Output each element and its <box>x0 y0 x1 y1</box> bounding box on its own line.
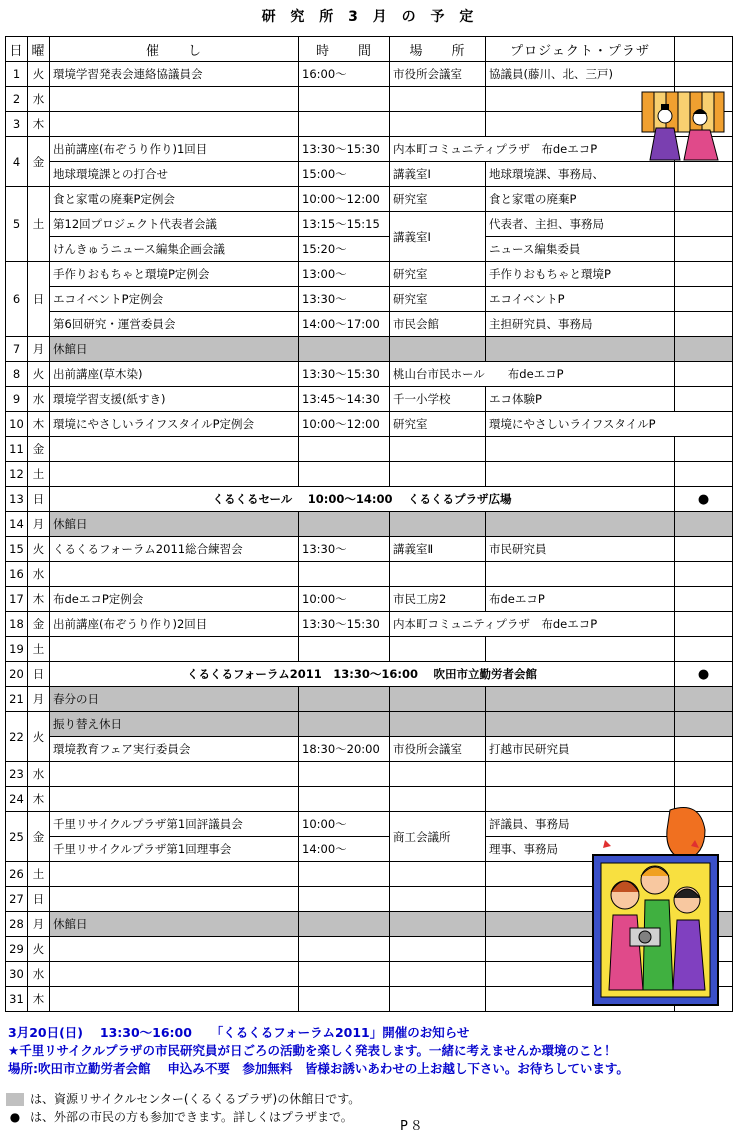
day-cell: 18 <box>6 612 28 637</box>
day-cell: 30 <box>6 962 28 987</box>
place-cell: 商工会議所 <box>390 812 486 862</box>
event-cell: 出前講座(布ぞうり作り)1回目 <box>50 137 299 162</box>
table-row <box>6 487 733 512</box>
project-cell: 打越市民研究員 <box>486 737 675 762</box>
notice-line-3: 場所:吹田市立勤労者会館 申込み不要 参加無料 皆様お誘いあわせの上お越し下さい。お待ちしています。 <box>8 1061 629 1076</box>
weekday-cell: 月 <box>28 687 50 712</box>
place-cell: 桃山台市民ホール 布deエコP <box>390 362 675 387</box>
event-cell: 環境学習支援(紙すき) <box>50 387 299 412</box>
day-cell: 10 <box>6 412 28 437</box>
mark-cell <box>675 62 733 87</box>
weekday-cell: 火 <box>28 537 50 562</box>
day-cell: 5 <box>6 187 28 262</box>
event-cell: 環境にやさしいライフスタイルP定例会 <box>50 412 299 437</box>
day-cell: 14 <box>6 512 28 537</box>
weekday-cell: 水 <box>28 562 50 587</box>
time-cell: 13:30～15:30 <box>299 612 390 637</box>
day-cell: 21 <box>6 687 28 712</box>
event-cell: 第6回研究・運営委員会 <box>50 312 299 337</box>
day-cell: 4 <box>6 137 28 187</box>
event-cell: 地球環境課との打合せ <box>50 162 299 187</box>
project-cell: 手作りおもちゃと環境P <box>486 262 675 287</box>
party-people-illustration <box>575 800 725 1010</box>
table-row <box>6 762 733 787</box>
event-cell: 出前講座(草木染) <box>50 362 299 387</box>
project-cell: 市民研究員 <box>486 537 675 562</box>
page-title: 研 究 所 3 月 の 予 定 <box>261 9 479 25</box>
table-row <box>6 737 733 762</box>
table-row <box>6 387 733 412</box>
day-cell: 25 <box>6 812 28 862</box>
time-cell: 15:00～ <box>299 162 390 187</box>
shade-swatch-icon <box>6 1093 24 1106</box>
place-cell: 研究室 <box>390 187 486 212</box>
day-cell: 16 <box>6 562 28 587</box>
table-row <box>6 337 733 362</box>
weekday-cell: 日 <box>28 887 50 912</box>
project-cell: 主担研究員、事務局 <box>486 312 675 337</box>
place-cell: 研究室 <box>390 287 486 312</box>
day-cell: 11 <box>6 437 28 462</box>
time-cell: 13:45～14:30 <box>299 387 390 412</box>
header-place: 場 所 <box>390 37 486 62</box>
project-cell: エコ体験P <box>486 387 675 412</box>
header-day: 日 <box>6 37 28 62</box>
table-row <box>6 237 733 262</box>
legend-shade-text: は、資源リサイクルセンター(くるくるプラザ)の休館日です。 <box>30 1092 361 1106</box>
place-cell: 講義室Ⅰ <box>390 212 486 262</box>
project-cell: 地球環境課、事務局、 <box>486 162 675 187</box>
event-cell: 手作りおもちゃと環境P定例会 <box>50 262 299 287</box>
place-cell: 研究室 <box>390 412 486 437</box>
time-cell: 13:30～15:30 <box>299 137 390 162</box>
table-row <box>6 287 733 312</box>
day-cell: 27 <box>6 887 28 912</box>
time-cell: 16:00～ <box>299 62 390 87</box>
event-cell: けんきゅうニュース編集企画会議 <box>50 237 299 262</box>
event-cell: 出前講座(布ぞうり作り)2回目 <box>50 612 299 637</box>
time-cell: 15:20～ <box>299 237 390 262</box>
time-cell: 13:15～15:15 <box>299 212 390 237</box>
place-cell: 研究室 <box>390 262 486 287</box>
event-cell: 春分の日 <box>50 687 299 712</box>
event-cell: 千里リサイクルプラザ第1回評議員会 <box>50 812 299 837</box>
place-cell: 市役所会議室 <box>390 62 486 87</box>
time-cell: 13:00～ <box>299 262 390 287</box>
day-cell: 15 <box>6 537 28 562</box>
event-cell: 布deエコP定例会 <box>50 587 299 612</box>
weekday-cell: 水 <box>28 962 50 987</box>
table-row <box>6 162 733 187</box>
table-row <box>6 437 733 462</box>
weekday-cell: 木 <box>28 987 50 1012</box>
event-cell: 休館日 <box>50 512 299 537</box>
table-row <box>6 312 733 337</box>
header-event: 催 し <box>50 37 299 62</box>
table-row <box>6 712 733 737</box>
weekday-cell: 金 <box>28 812 50 862</box>
place-cell: 講義室Ⅰ <box>390 162 486 187</box>
event-notice <box>8 1024 733 1078</box>
time-cell: 10:00～ <box>299 812 390 837</box>
weekday-cell: 水 <box>28 762 50 787</box>
table-row <box>6 87 733 112</box>
place-cell: 市役所会議室 <box>390 737 486 762</box>
weekday-cell: 木 <box>28 587 50 612</box>
event-cell: 振り替え休日 <box>50 712 299 737</box>
weekday-cell: 金 <box>28 437 50 462</box>
time-cell: 13:30～ <box>299 537 390 562</box>
project-cell: 理事、事務局 <box>486 837 675 862</box>
weekday-cell: 火 <box>28 712 50 762</box>
time-cell: 18:30～20:00 <box>299 737 390 762</box>
bullet-icon: ● <box>9 1110 21 1124</box>
table-row <box>6 687 733 712</box>
weekday-cell: 日 <box>28 487 50 512</box>
day-cell: 2 <box>6 87 28 112</box>
event-cell: 休館日 <box>50 337 299 362</box>
table-row <box>6 362 733 387</box>
project-cell: 協議員(藤川、北、三戸) <box>486 62 675 87</box>
day-cell: 6 <box>6 262 28 337</box>
place-cell: 市民工房2 <box>390 587 486 612</box>
weekday-cell: 日 <box>28 662 50 687</box>
weekday-cell: 土 <box>28 187 50 262</box>
day-cell: 24 <box>6 787 28 812</box>
event-cell: くるくるフォーラム2011総合練習会 <box>50 537 299 562</box>
time-cell: 10:00～ <box>299 587 390 612</box>
public-marker: ● <box>675 662 733 687</box>
table-row <box>6 537 733 562</box>
hina-dolls-illustration <box>640 90 726 162</box>
place-cell: 内本町コミュニティプラザ 布deエコP <box>390 137 675 162</box>
day-cell: 26 <box>6 862 28 887</box>
weekday-cell: 土 <box>28 862 50 887</box>
legend-dot-text: は、外部の市民の方も参加できます。詳しくはプラザまで。 <box>30 1110 353 1124</box>
weekday-cell: 水 <box>28 87 50 112</box>
legend-shade-row <box>6 1090 360 1108</box>
day-cell: 22 <box>6 712 28 762</box>
legend <box>6 1090 360 1126</box>
project-cell: 食と家電の廃棄P <box>486 187 675 212</box>
time-cell: 10:00～12:00 <box>299 412 390 437</box>
weekday-cell: 木 <box>28 112 50 137</box>
weekday-cell: 月 <box>28 912 50 937</box>
table-row <box>6 587 733 612</box>
place-cell: 千一小学校 <box>390 387 486 412</box>
event-cell: 食と家電の廃棄P定例会 <box>50 187 299 212</box>
legend-dot-row <box>6 1108 360 1126</box>
time-cell: 14:00～ <box>299 837 390 862</box>
table-row <box>6 662 733 687</box>
special-event-cell: くるくるセール 10:00～14:00 くるくるプラザ広場 <box>50 487 675 512</box>
event-cell: エコイベントP定例会 <box>50 287 299 312</box>
table-row <box>6 62 733 87</box>
event-cell: 休館日 <box>50 912 299 937</box>
table-row <box>6 462 733 487</box>
table-row <box>6 187 733 212</box>
weekday-cell: 木 <box>28 412 50 437</box>
table-row <box>6 112 733 137</box>
day-cell: 3 <box>6 112 28 137</box>
project-cell: 環境にやさしいライフスタイルP <box>486 412 733 437</box>
day-cell: 9 <box>6 387 28 412</box>
table-row <box>6 512 733 537</box>
day-cell: 23 <box>6 762 28 787</box>
page-number: P８ <box>400 1119 425 1134</box>
weekday-cell: 木 <box>28 787 50 812</box>
weekday-cell: 土 <box>28 637 50 662</box>
weekday-cell: 月 <box>28 337 50 362</box>
header-project: プロジェクト・プラザ <box>486 37 675 62</box>
table-row <box>6 637 733 662</box>
time-cell: 14:00～17:00 <box>299 312 390 337</box>
event-cell: 第12回プロジェクト代表者会議 <box>50 212 299 237</box>
weekday-cell: 土 <box>28 462 50 487</box>
project-cell: 評議員、事務局 <box>486 812 675 837</box>
place-cell: 講義室Ⅱ <box>390 537 486 562</box>
header-mark <box>675 37 733 62</box>
project-cell: 布deエコP <box>486 587 675 612</box>
day-cell: 29 <box>6 937 28 962</box>
weekday-cell: 火 <box>28 362 50 387</box>
table-row <box>6 262 733 287</box>
time-cell: 13:30～ <box>299 287 390 312</box>
project-cell: ニュース編集委員 <box>486 237 675 262</box>
weekday-cell: 月 <box>28 512 50 537</box>
day-cell: 12 <box>6 462 28 487</box>
special-event-cell: くるくるフォーラム2011 13:30～16:00 吹田市立勤労者会館 <box>50 662 675 687</box>
header-row <box>6 37 733 62</box>
weekday-cell: 日 <box>28 262 50 337</box>
table-row <box>6 612 733 637</box>
place-cell: 市民会館 <box>390 312 486 337</box>
weekday-cell: 金 <box>28 612 50 637</box>
day-cell: 31 <box>6 987 28 1012</box>
weekday-cell: 水 <box>28 387 50 412</box>
weekday-cell: 金 <box>28 137 50 187</box>
time-cell: 13:30～15:30 <box>299 362 390 387</box>
day-cell: 19 <box>6 637 28 662</box>
day-cell: 1 <box>6 62 28 87</box>
notice-line-2: ★千里リサイクルプラザの市民研究員が日ごろの活動を楽しく発表します。一緒に考えませんか環境のこと！ <box>8 1043 617 1058</box>
public-marker: ● <box>675 487 733 512</box>
event-cell: 環境学習発表会連絡協議員会 <box>50 62 299 87</box>
table-row <box>6 137 733 162</box>
weekday-cell: 火 <box>28 937 50 962</box>
time-cell: 10:00～12:00 <box>299 187 390 212</box>
table-row <box>6 412 733 437</box>
day-cell: 17 <box>6 587 28 612</box>
day-cell: 28 <box>6 912 28 937</box>
day-cell: 7 <box>6 337 28 362</box>
project-cell: エコイベントP <box>486 287 675 312</box>
header-weekday: 曜 <box>28 37 50 62</box>
day-cell: 20 <box>6 662 28 687</box>
day-cell: 8 <box>6 362 28 387</box>
table-row <box>6 562 733 587</box>
table-row <box>6 212 733 237</box>
notice-line-1: 3月20日(日) 13:30～16:00 「くるくるフォーラム2011」開催のお知らせ <box>8 1025 470 1040</box>
event-cell: 千里リサイクルプラザ第1回理事会 <box>50 837 299 862</box>
event-cell: 環境教育フェア実行委員会 <box>50 737 299 762</box>
project-cell: 代表者、主担、事務局 <box>486 212 675 237</box>
place-cell: 内本町コミュニティプラザ 布deエコP <box>390 612 675 637</box>
weekday-cell: 火 <box>28 62 50 87</box>
day-cell: 13 <box>6 487 28 512</box>
header-time: 時 間 <box>299 37 390 62</box>
